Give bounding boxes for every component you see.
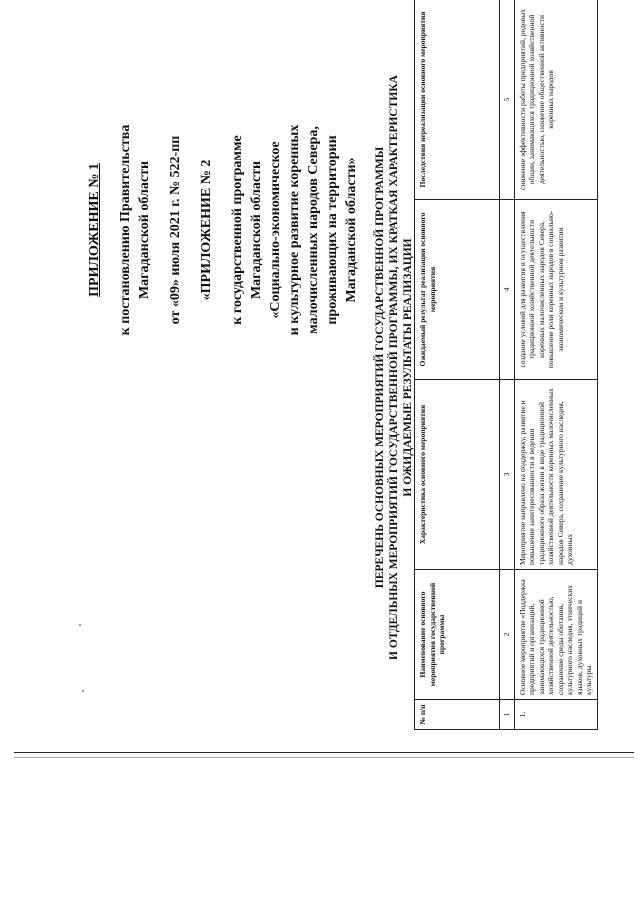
program-line-5: малочисленных народов Севера, bbox=[306, 126, 321, 334]
title-line-3: И ОЖИДАЕМЫЕ РЕЗУЛЬТАТЫ РЕАЛИЗАЦИИ bbox=[402, 238, 414, 497]
program-line-1: к государственной программе bbox=[230, 135, 245, 325]
program-line-3: «Социально-экономическое bbox=[268, 141, 283, 319]
program-line-6: проживающих на территории bbox=[325, 135, 340, 325]
column-number: 2 bbox=[500, 570, 515, 700]
row-consequences: снижение эффективности работы предприятий, родовых общин, занимающихся традиционной хозяйственной деятельностью, снижение общественной активности коренных народов bbox=[514, 0, 597, 200]
row-characteristic: Мероприятие направлено на поддержку, развитие и повышение заинтересованности в ведении традиционного образа жизни в виде традиционной хозяйственной деятельности коренных малочисленных народов Севера, сохранение культурного наследия, духовных bbox=[514, 380, 597, 570]
row-measure-name: Основное мероприятие «Поддержка предприятий и организаций, занимающихся традиционной хозяйственной деятельностью, сохранение среды обитания, культурного наследия, этнических языков, духовных традиций и культуры bbox=[514, 570, 597, 700]
resolution-line-1: к постановлению Правительства bbox=[118, 124, 133, 336]
measures-table bbox=[414, 0, 598, 730]
program-line-4: и культурное развитие коренных bbox=[287, 124, 302, 336]
rotated-page bbox=[10, 0, 630, 740]
column-number: 3 bbox=[500, 380, 515, 570]
column-number-row bbox=[500, 0, 515, 730]
page-break-line bbox=[14, 752, 634, 753]
appendix-2-label: «ПРИЛОЖЕНИЕ № 2 bbox=[199, 159, 214, 301]
row-number: 1. bbox=[514, 700, 597, 730]
column-number: 5 bbox=[500, 0, 515, 200]
header-characteristic: Характеристика основного мероприятия bbox=[415, 380, 500, 570]
header-expected-result: Ожидаемый результат реализации основного мероприятия bbox=[415, 200, 500, 380]
title-line-1: ПЕРЕЧЕНЬ ОСНОВНЫХ МЕРОПРИЯТИЙ ГОСУДАРСТВЕННОЙ ПРОГРАММЫ bbox=[374, 146, 386, 589]
program-line-7: Магаданской области» bbox=[344, 157, 359, 303]
header-measure-name: Наименование основного мероприятия государственной программы bbox=[415, 570, 500, 700]
header-consequences: Последствия нереализации основного мероприятия bbox=[415, 0, 500, 200]
column-number: 4 bbox=[500, 200, 515, 380]
appendix-header bbox=[85, 20, 361, 440]
table-row bbox=[514, 0, 597, 730]
document-title bbox=[373, 5, 415, 730]
header-number: № п/п bbox=[415, 700, 500, 730]
row-expected-result: создание условий для развития и осуществления традиционной хозяйственной деятельности коренных малочисленных народов Севера, повышение роли коренных народов в социально-экономическом и культурном развитии bbox=[514, 200, 597, 380]
date-line: от «09» июля 2021 г. № 522-пп bbox=[168, 135, 183, 325]
resolution-line-2: Магаданской области bbox=[137, 160, 152, 300]
page-break-shadow bbox=[14, 757, 634, 758]
column-number: 1 bbox=[500, 700, 515, 730]
appendix-1-label: ПРИЛОЖЕНИЕ № 1 bbox=[87, 163, 102, 297]
title-line-2: И ОТДЕЛЬНЫХ МЕРОПРИЯТИЙ ГОСУДАРСТВЕННОЙ ПРОГРАММЫ, ИХ КРАТКАЯ ХАРАКТЕРИСТИКА bbox=[388, 75, 400, 660]
table-header-row bbox=[415, 0, 500, 730]
program-line-2: Магаданской области bbox=[249, 160, 264, 300]
